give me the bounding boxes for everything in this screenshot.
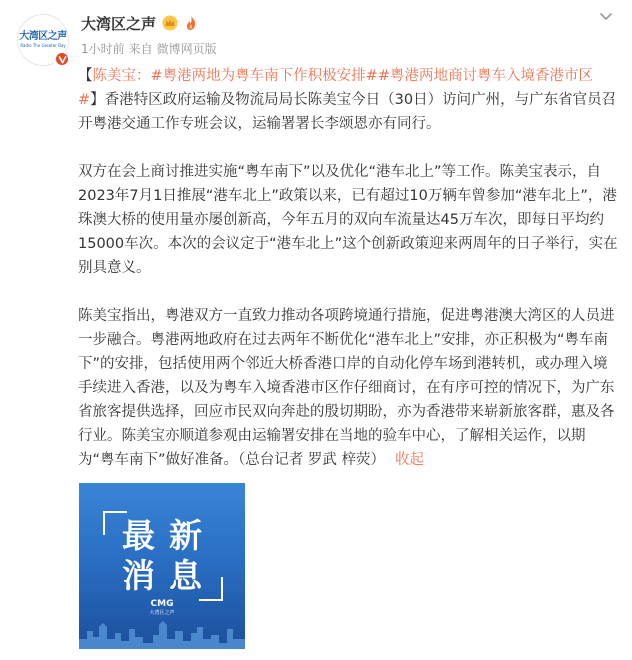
paragraph-1 <box>78 64 618 136</box>
post-time[interactable]: 1小时前 <box>81 42 125 56</box>
chevron-down-icon[interactable] <box>596 6 616 26</box>
post-content <box>78 64 618 472</box>
paragraph-1-text: 香港特区政府运输及物流局局长陈美宝今日（30日）访问广州，与广东省官员召开粤港交通工作专班会议，运输署署长李颂恩亦有同行。 <box>78 92 617 132</box>
speaker-label: 陈美宝： <box>92 68 151 84</box>
cmg-logo <box>79 599 245 617</box>
paragraph-3-text: 陈美宝指出，粤港双方一直致力推动各项跨境通行措施，促进粤港澳大湾区的人员进一步融合。粤港两地政府在过去两年不断优化“港车北上”安排，亦正积极为“粤车南下”的安排，包括使用两个邻近大桥香港口岸的自动化停车场到港转机，或办理入境手续进入香港，以及为粤车入境香港市区作仔细商讨，在有序可控的情况下，为广东省旅客提供选择，回应市民双向奔赴的殷切期盼，亦为香港带来崭新旅客群，惠及各行业。陈美宝亦顺道参观由运输署安排在当地的验车中心，了解相关运作，以期为“粤车南下”做好准备。（总台记者 罗武 梓荧） <box>78 308 615 468</box>
verified-v-icon <box>54 51 70 67</box>
avatar-logo-text: 大湾区之声 <box>19 31 67 42</box>
news-image[interactable] <box>79 483 245 649</box>
cmg-logo-subtext: 大湾区之声 <box>149 610 175 616</box>
close-bracket: 】 <box>90 92 105 108</box>
city-skyline-graphic <box>79 617 245 649</box>
fire-badge-icon[interactable] <box>184 15 198 31</box>
post-meta <box>81 40 602 56</box>
source-prefix: 来自 <box>128 42 153 56</box>
image-title-line-1: 最新 <box>122 516 216 555</box>
image-title-line-2: 消息 <box>122 556 216 595</box>
collapse-link[interactable]: 收起 <box>395 452 424 468</box>
open-bracket: 【 <box>78 68 93 84</box>
post-header <box>81 11 602 61</box>
paragraph-3 <box>78 304 618 472</box>
crown-badge-icon[interactable] <box>162 15 178 31</box>
avatar-logo-subtext: Radio The Greater Bay <box>20 43 66 48</box>
cmg-logo-text: CMG <box>150 599 174 609</box>
paragraph-2: 双方在会上商讨推进实施“粤车南下”以及优化“港车北上”等工作。陈美宝表示，自2023年7月1日推展“港车北上”政策以来，已有超过10万辆车曾参加“港车北上”，港珠澳大桥的使用量亦屡创新高，今年五月的双向车流量达45万车次，即每日平均约15000车次。本次的会议定于“港车北上”这个创新政策迎来两周年的日子举行，实在别具意义。 <box>78 164 618 276</box>
user-name[interactable]: 大湾区之声 <box>81 14 157 33</box>
topic-link-1[interactable]: #粤港两地为粤车南下作积极安排# <box>150 68 378 84</box>
topic-link-2[interactable]: #粤港两地商讨粤车入境香港市区# <box>78 68 593 108</box>
avatar-container[interactable] <box>17 14 69 66</box>
post-source: 微博网页版 <box>156 42 217 56</box>
